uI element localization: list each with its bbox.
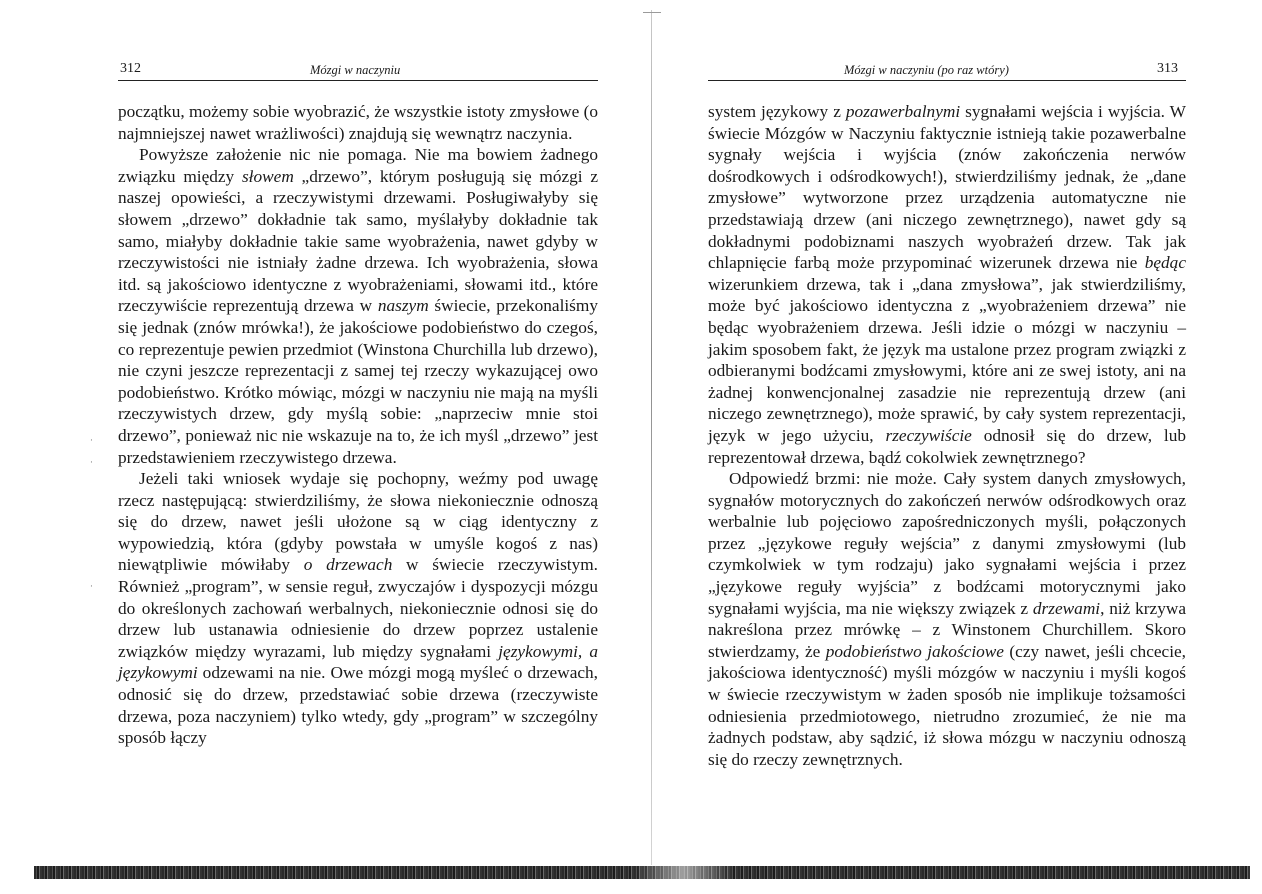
right-page bbox=[708, 58, 1186, 770]
text-run: sygnałami wejścia i wyjścia. W świecie Mózgów w Naczyniu faktycznie istnieją takie pozawerbalne sygnały wejścia i wyjścia (znów zakończenia nerwów dośrodkowych i odśrodkowych!), stwierdziliśmy jednak, że „dane zmysłowe” wytworzone przez urządzenia automatyczne nie przedstawiają drzew (ani niczego zewnętrznego), nawet gdy są dokładnymi podobiznami naszych wyobrażeń drzew. Tak jak chlapnięcie farbą może przypominać wizerunek drzewa nie bbox=[708, 102, 1186, 273]
italic-run: pozawerbalnymi bbox=[845, 102, 961, 121]
left-page bbox=[118, 58, 598, 749]
margin-scan-speck: · bbox=[90, 458, 93, 468]
margin-scan-speck: · bbox=[90, 436, 93, 446]
text-run: , niż krzywa nakreślona przez mrówkę – z Winstonem Churchillem. Skoro stwierdzamy, że bbox=[708, 598, 1187, 661]
text-run: (czy nawet, jeśli chcecie, jakościowa identyczność) myśli mózgów w naczyniu i myśli kogoś w świecie rzeczywistym w żaden sposób nie implikuje tożsamości odniesienia przedmiotowego, nietrudno zrozumieć, że nie ma żadnych podstaw, aby sądzić, iż słowa mózgu w naczyniu odnoszą się do rzeczy zewnętrznych. bbox=[708, 641, 1186, 769]
paragraph bbox=[708, 101, 1186, 468]
paragraph bbox=[118, 468, 598, 749]
text-run: odnosił się do drzew, lub reprezentował drzewa, bądź cokolwiek zewnętrznego? bbox=[708, 425, 1186, 467]
text-run: odzewami na nie. Owe mózgi mogą myśleć o drzewach, odnosić się do drzew, przedstawiać sobie drzewa (rzeczywiste drzewa, poza naczyniem) tylko wtedy, gdy „program” w szczególny sposób łączy bbox=[118, 663, 598, 748]
gutter-scan-mark bbox=[643, 12, 661, 13]
italic-run: podobieństwo jakościowe bbox=[825, 641, 1004, 661]
text-run: „drzewo”, którym posługują się mózgi z naszej opowieści, a rzeczywistymi drzewami. Posługiwałyby się słowem „drzewo” dokładnie tak samo, myślałyby dokładnie tak samo, miałyby dokładnie takie same wyobrażenia, nawet gdyby w rzeczywistości nie istniały żadne drzewa. Ich wyobrażenia, słowa itd. są jakościowo identyczne z wyobrażeniami, słowami itd., które rzeczywiście reprezentują drzewa w bbox=[118, 166, 598, 316]
left-body-text bbox=[118, 101, 598, 749]
scanner-edge-highlight bbox=[634, 866, 734, 879]
italic-run: rzeczywiście bbox=[885, 425, 972, 445]
italic-run: będąc bbox=[1144, 253, 1186, 273]
text-run: system językowy z bbox=[708, 102, 846, 121]
text-run: w świecie rzeczywistym. Również „program”, w sensie reguł, zwyczajów i dyspozycji mózgu do określonych zachowań werbalnych, niekoniecznie odnosi się do drzew lub ustanawia odniesienie do drzew poprzez ustalenie związków między wyrazami, lub między sygnałami bbox=[118, 555, 599, 661]
paragraph bbox=[708, 468, 1186, 770]
left-running-title: Mózgi w naczyniu bbox=[310, 63, 401, 77]
right-running-title: Mózgi w naczyniu (po raz wtóry) bbox=[844, 63, 1009, 77]
book-gutter bbox=[651, 10, 652, 865]
left-running-head bbox=[118, 58, 598, 81]
italic-run: o drzewach bbox=[303, 555, 393, 575]
italic-run: językowymi, a językowymi bbox=[118, 641, 598, 683]
italic-run: drzewami bbox=[1032, 598, 1101, 618]
scanner-edge-strip bbox=[34, 866, 1250, 879]
right-body-text bbox=[708, 101, 1186, 770]
italic-run: naszym bbox=[377, 296, 429, 316]
text-run: świecie, przekonaliśmy się jednak (znów mrówka!), że jakościowe podobieństwo do czegoś, co reprezentuje pewien przedmiot (Winstona Churchilla lub drzewo), nie czyni jeszcze reprezentacji z samej tej rzeczy wykazującej owo podobieństwo. Krótko mówiąc, mózgi w naczyniu nie mają na myśli rzeczywistych drzew, gdy myślą sobie: „naprzeciw mnie stoi drzewo”, ponieważ nic nie wskazuje na to, że ich myśl „drzewo” jest przedstawieniem rzeczywistego drzewa. bbox=[118, 296, 598, 467]
margin-scan-speck: · bbox=[90, 582, 93, 592]
text-run: Powyższe założenie nic nie pomaga. Nie ma bowiem żadnego związku między bbox=[118, 145, 598, 186]
italic-run: słowem bbox=[241, 166, 294, 186]
paragraph bbox=[118, 144, 598, 468]
text-run: Jeżeli taki wniosek wydaje się pochopny, weźmy pod uwagę rzecz następującą: stwierdziliśmy, że słowa niekoniecznie odnoszą się do drzew, nawet jeśli ułożone są w ciąg identyczny z wypowiedzią, która (gdyby powstała w umyśle kogoś z nas) niewątpliwie mówiłaby bbox=[118, 469, 598, 575]
text-run: Odpowiedź brzmi: nie może. Cały system danych zmysłowych, sygnałów motorycznych do zakończeń nerwów odśrodkowych oraz werbalnie lub pojęciowo zapośredniczonych myśli, połączonych przez „językowe reguły wejścia” z danymi zmysłowymi (lub czymkolwiek w tym rodzaju) jako sygnałami wejścia i przez „językowe reguły wyjścia” z bodźcami motorycznymi jako sygnałami wyjścia, ma nie większy związek z bbox=[708, 469, 1186, 618]
right-page-number: 313 bbox=[1157, 61, 1178, 76]
paragraph bbox=[118, 101, 598, 144]
text-run: początku, możemy sobie wyobrazić, że wszystkie istoty zmysłowe (o najmniejszej nawet wrażliwości) znajdują się wewnątrz naczynia. bbox=[118, 102, 598, 143]
text-run: wizerunkiem drzewa, tak i „dana zmysłowa”, jak stwierdziliśmy, może być jakościowo identyczna z „wyobrażeniem drzewa” nie będąc wyobrażeniem drzewa. Jeśli idzie o mózgi w naczyniu – jakim sposobem fakt, że język ma ustalone przez program związki z odbieranymi bodźcami zmysłowymi, które ani ze swej istoty, ani na żadnej konwencjonalnej zasadzie nie reprezentują drzew (ani niczego zewnętrznego), może sprawić, by cały system reprezentacji, język w jego użyciu, bbox=[708, 274, 1186, 445]
left-page-number: 312 bbox=[120, 61, 141, 76]
right-running-head bbox=[708, 58, 1186, 81]
